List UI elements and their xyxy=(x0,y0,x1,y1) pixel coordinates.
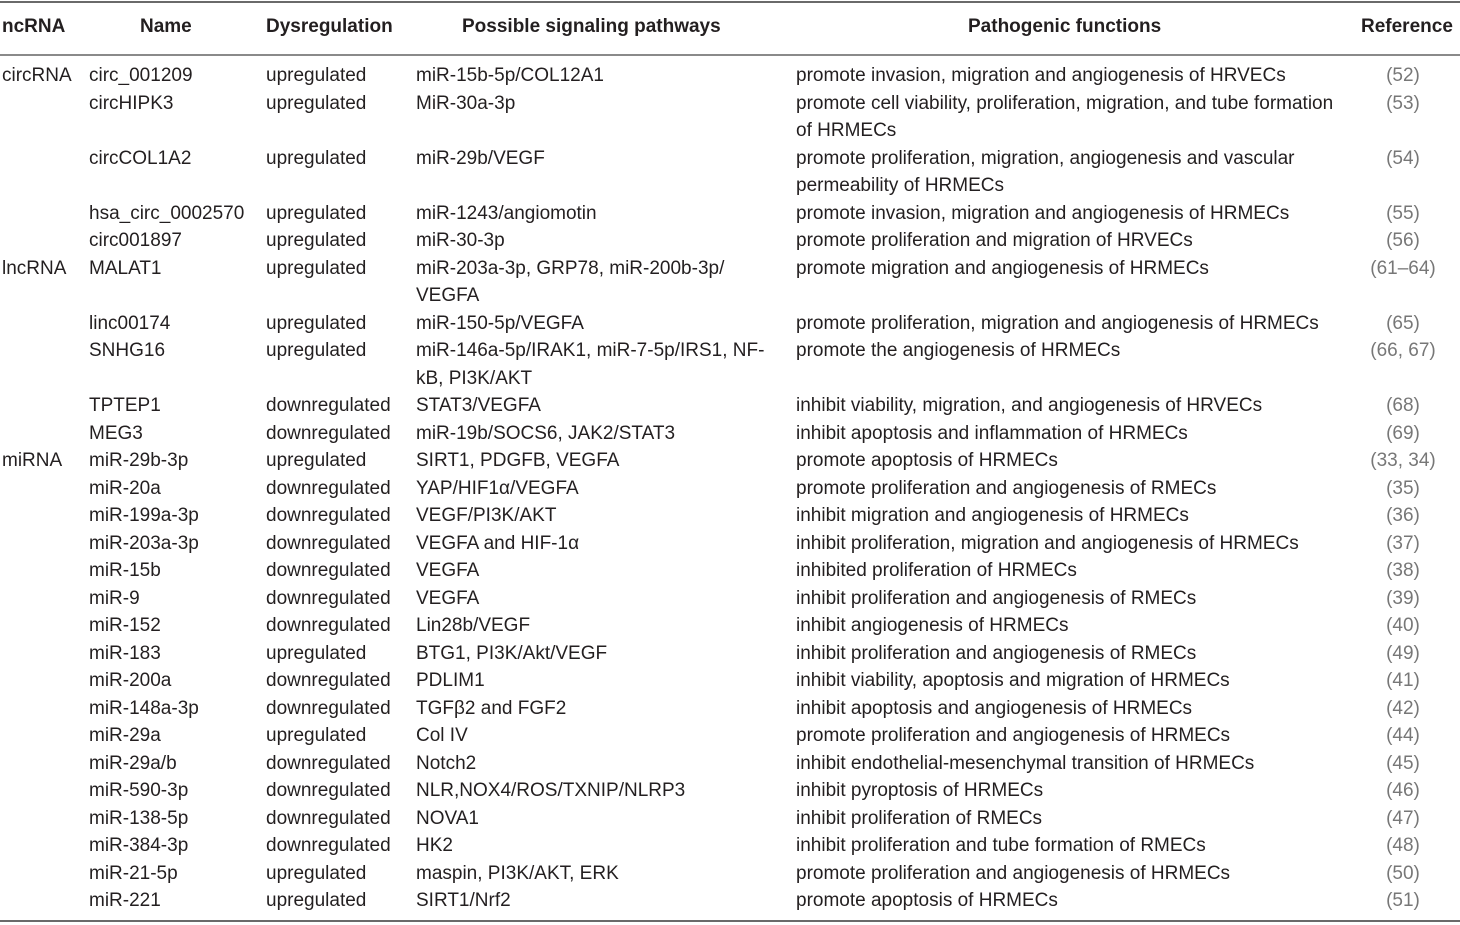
reference-cell: (56) xyxy=(1386,230,1420,251)
function-cell: inhibit proliferation and tube formation of RMECs xyxy=(796,835,1206,856)
dysregulation-cell: downregulated xyxy=(266,532,391,554)
pathway-cell: VEGFA and HIF-1α xyxy=(416,532,580,554)
name-cell: miR-148a-3p xyxy=(89,697,199,719)
reference-cell: (40) xyxy=(1386,615,1420,636)
pathway-cell: miR-15b-5p/COL12A1 xyxy=(416,65,604,86)
table-top-rule xyxy=(0,1,1460,3)
dysregulation-cell: upregulated xyxy=(266,725,367,746)
pathway-cell: miR-29b/VEGF xyxy=(416,147,545,169)
dysregulation-cell: upregulated xyxy=(266,92,367,114)
pathway-cell: TGFβ2 and FGF2 xyxy=(416,697,567,719)
dysregulation-cell: upregulated xyxy=(266,257,367,279)
ncrna-type: lncRNA xyxy=(2,257,67,279)
dysregulation-cell: downregulated xyxy=(266,477,391,499)
dysregulation-cell: upregulated xyxy=(266,65,367,86)
pathway-cell: BTG1, PI3K/Akt/VEGF xyxy=(416,642,608,664)
function-cell: promote migration and angiogenesis of HRMECs xyxy=(796,257,1209,279)
name-cell: miR-21-5p xyxy=(89,862,178,884)
reference-cell: (35) xyxy=(1386,477,1420,499)
dysregulation-cell: upregulated xyxy=(266,202,367,224)
name-cell: MEG3 xyxy=(89,422,143,444)
table-header-rule xyxy=(0,54,1460,56)
pathway-cell: YAP/HIF1α/VEGFA xyxy=(416,477,579,499)
dysregulation-cell: upregulated xyxy=(266,340,367,361)
header-functions: Pathogenic functions xyxy=(968,16,1162,37)
pathway-cell: miR-30-3p xyxy=(416,230,505,251)
reference-cell: (42) xyxy=(1386,697,1420,719)
function-cell: promote apoptosis of HRMECs xyxy=(796,890,1058,911)
function-cell: inhibit viability, migration, and angiogenesis of HRVECs xyxy=(796,395,1263,416)
header-reference: Reference xyxy=(1361,16,1453,37)
name-cell: miR-20a xyxy=(89,477,161,499)
name-cell: miR-9 xyxy=(89,587,140,609)
dysregulation-cell: downregulated xyxy=(266,697,391,719)
function-cell: inhibit apoptosis and inflammation of HRMECs xyxy=(796,422,1188,444)
dysregulation-cell: downregulated xyxy=(266,835,391,856)
name-cell: circHIPK3 xyxy=(89,92,174,114)
reference-cell: (39) xyxy=(1386,587,1420,609)
name-cell: SNHG16 xyxy=(89,340,166,361)
function-cell: inhibit migration and angiogenesis of HRMECs xyxy=(796,505,1189,526)
dysregulation-cell: downregulated xyxy=(266,395,391,416)
reference-cell: (61–64) xyxy=(1370,257,1436,279)
header-name: Name xyxy=(140,16,192,37)
name-cell: miR-29b-3p xyxy=(89,450,189,471)
reference-cell: (55) xyxy=(1386,202,1420,224)
pathway-cell: Lin28b/VEGF xyxy=(416,615,531,636)
dysregulation-cell: downregulated xyxy=(266,560,391,581)
pathway-cell: miR-150-5p/VEGFA xyxy=(416,312,584,334)
reference-cell: (47) xyxy=(1386,807,1420,829)
pathway-cell: VEGFA xyxy=(416,560,480,581)
dysregulation-cell: downregulated xyxy=(266,422,391,444)
pathway-cell: Col IV xyxy=(416,725,468,746)
function-cell: inhibit viability, apoptosis and migration of HRMECs xyxy=(796,670,1230,691)
function-cell: promote the angiogenesis of HRMECs xyxy=(796,340,1121,361)
name-cell: miR-183 xyxy=(89,642,161,664)
name-cell: MALAT1 xyxy=(89,257,162,279)
reference-cell: (41) xyxy=(1386,670,1420,691)
pathway-cell: PDLIM1 xyxy=(416,670,485,691)
function-cell: promote proliferation and migration of HRVECs xyxy=(796,230,1193,251)
pathway-cell: NLR,NOX4/ROS/TXNIP/NLRP3 xyxy=(416,780,686,801)
name-cell: circ001897 xyxy=(89,230,182,251)
reference-cell: (45) xyxy=(1386,752,1420,774)
name-cell: circ_001209 xyxy=(89,65,193,86)
reference-cell: (66, 67) xyxy=(1370,340,1436,361)
dysregulation-cell: upregulated xyxy=(266,312,367,334)
header-ncrna: ncRNA xyxy=(2,16,66,37)
dysregulation-cell: downregulated xyxy=(266,752,391,774)
function-cell: promote cell viability, proliferation, migration, and tube formation of HRMECs xyxy=(796,92,1334,141)
name-cell: miR-29a xyxy=(89,725,161,746)
pathway-cell: NOVA1 xyxy=(416,807,480,829)
pathway-cell: MiR-30a-3p xyxy=(416,92,516,114)
reference-cell: (37) xyxy=(1386,532,1420,554)
function-cell: promote apoptosis of HRMECs xyxy=(796,450,1058,471)
dysregulation-cell: upregulated xyxy=(266,230,367,251)
function-cell: inhibited proliferation of HRMECs xyxy=(796,560,1077,581)
name-cell: miR-384-3p xyxy=(89,835,189,856)
pathway-cell: miR-1243/angiomotin xyxy=(416,202,597,224)
ncrna-type: circRNA xyxy=(2,65,72,86)
reference-cell: (69) xyxy=(1386,422,1420,444)
name-cell: linc00174 xyxy=(89,312,171,334)
reference-cell: (49) xyxy=(1386,642,1420,664)
dysregulation-cell: upregulated xyxy=(266,147,367,169)
dysregulation-cell: upregulated xyxy=(266,450,367,471)
reference-cell: (38) xyxy=(1386,560,1420,581)
reference-cell: (50) xyxy=(1386,862,1420,884)
pathway-cell: miR-146a-5p/IRAK1, miR-7-5p/IRS1, NF-kB, PI3K/AKT xyxy=(416,340,765,389)
function-cell: inhibit endothelial-mesenchymal transition of HRMECs xyxy=(796,752,1255,774)
function-cell: inhibit angiogenesis of HRMECs xyxy=(796,615,1069,636)
name-cell: miR-199a-3p xyxy=(89,505,199,526)
ncrna-type: miRNA xyxy=(2,450,63,471)
function-cell: promote proliferation and angiogenesis of HRMECs xyxy=(796,862,1231,884)
dysregulation-cell: upregulated xyxy=(266,642,367,664)
dysregulation-cell: downregulated xyxy=(266,807,391,829)
pathway-cell: VEGFA xyxy=(416,587,480,609)
name-cell: miR-221 xyxy=(89,890,161,911)
function-cell: promote proliferation and angiogenesis of HRMECs xyxy=(796,725,1231,746)
pathway-cell: STAT3/VEGFA xyxy=(416,395,541,416)
name-cell: TPTEP1 xyxy=(89,395,161,416)
name-cell: miR-203a-3p xyxy=(89,532,199,554)
function-cell: promote proliferation, migration, angiogenesis and vascular permeability of HRMECs xyxy=(796,147,1295,196)
reference-cell: (53) xyxy=(1386,92,1420,114)
reference-cell: (68) xyxy=(1386,395,1420,416)
function-cell: inhibit proliferation and angiogenesis of RMECs xyxy=(796,642,1197,664)
reference-cell: (44) xyxy=(1386,725,1420,746)
table-bottom-rule xyxy=(0,920,1460,922)
pathway-cell: Notch2 xyxy=(416,752,477,774)
name-cell: miR-590-3p xyxy=(89,780,189,801)
dysregulation-cell: downregulated xyxy=(266,587,391,609)
function-cell: promote invasion, migration and angiogenesis of HRMECs xyxy=(796,202,1290,224)
reference-cell: (48) xyxy=(1386,835,1420,856)
reference-cell: (36) xyxy=(1386,505,1420,526)
function-cell: inhibit proliferation of RMECs xyxy=(796,807,1043,829)
function-cell: inhibit proliferation, migration and angiogenesis of HRMECs xyxy=(796,532,1299,554)
reference-cell: (51) xyxy=(1386,890,1420,911)
dysregulation-cell: downregulated xyxy=(266,505,391,526)
function-cell: inhibit apoptosis and angiogenesis of HRMECs xyxy=(796,697,1193,719)
name-cell: miR-29a/b xyxy=(89,752,177,774)
name-cell: miR-152 xyxy=(89,615,161,636)
pathway-cell: SIRT1/Nrf2 xyxy=(416,890,511,911)
reference-cell: (33, 34) xyxy=(1370,450,1436,471)
function-cell: promote proliferation, migration and angiogenesis of HRMECs xyxy=(796,312,1319,334)
function-cell: inhibit proliferation and angiogenesis of RMECs xyxy=(796,587,1197,609)
pathway-cell: SIRT1, PDGFB, VEGFA xyxy=(416,450,620,471)
dysregulation-cell: downregulated xyxy=(266,615,391,636)
reference-cell: (46) xyxy=(1386,780,1420,801)
function-cell: promote proliferation and angiogenesis of RMECs xyxy=(796,477,1217,499)
header-dysregulation: Dysregulation xyxy=(266,16,393,37)
dysregulation-cell: downregulated xyxy=(266,780,391,801)
dysregulation-cell: downregulated xyxy=(266,670,391,691)
pathway-cell: HK2 xyxy=(416,835,453,856)
dysregulation-cell: upregulated xyxy=(266,890,367,911)
name-cell: hsa_circ_0002570 xyxy=(89,202,245,224)
header-pathways: Possible signaling pathways xyxy=(462,16,721,37)
name-cell: miR-15b xyxy=(89,560,161,581)
function-cell: promote invasion, migration and angiogenesis of HRVECs xyxy=(796,65,1286,86)
reference-cell: (54) xyxy=(1386,147,1420,169)
name-cell: circCOL1A2 xyxy=(89,147,192,169)
pathway-cell: miR-19b/SOCS6, JAK2/STAT3 xyxy=(416,422,676,444)
pathway-cell: maspin, PI3K/AKT, ERK xyxy=(416,862,619,884)
function-cell: inhibit pyroptosis of HRMECs xyxy=(796,780,1044,801)
pathway-cell: VEGF/PI3K/AKT xyxy=(416,505,557,526)
name-cell: miR-200a xyxy=(89,670,172,691)
pathway-cell: miR-203a-3p, GRP78, miR-200b-3p/ VEGFA xyxy=(416,257,725,306)
name-cell: miR-138-5p xyxy=(89,807,189,829)
reference-cell: (52) xyxy=(1386,65,1420,86)
dysregulation-cell: upregulated xyxy=(266,862,367,884)
reference-cell: (65) xyxy=(1386,312,1420,334)
